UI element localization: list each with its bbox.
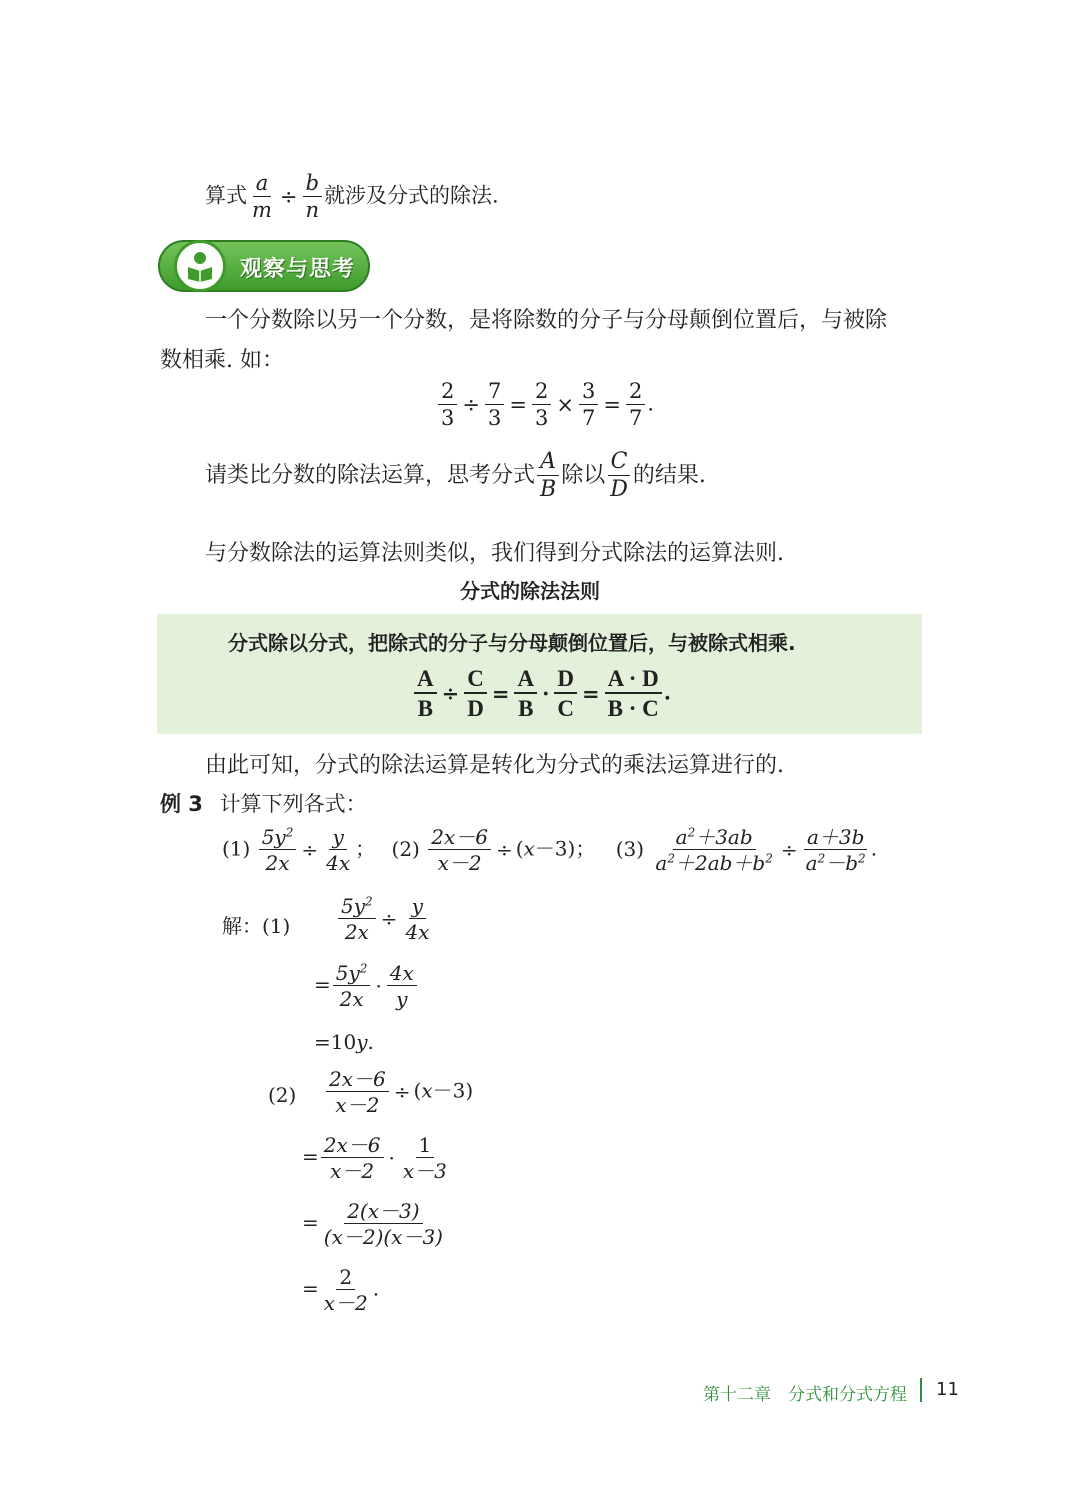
intro-prefix: 算式: [205, 183, 247, 208]
footer-divider: [920, 1378, 922, 1402]
solution2-step2: = $\frac{2x-6}{x-2}$ · $\frac{1}{x-3}$: [302, 1133, 447, 1183]
page-number: 11: [936, 1379, 959, 1400]
rule-title: 分式的除法法则: [460, 579, 600, 603]
solution1-step1: $\frac{5y^2}{2x}$ ÷ $\frac{y}{4x}$: [336, 895, 434, 943]
analogy-text: 与分数除法的运算法则类似，我们得到分式除法的运算法则.: [205, 541, 784, 566]
example-label: 例 3: [160, 792, 203, 816]
example-problems: (1) $\frac{5y^2}{2x}$ ÷ $\frac{y}{4x}$ ； (2) $\frac{2x-6}{x-2}$ ÷ (x－3)； (3) $\frac{a^2+3ab}{a^2+2ab+b^2}$ ÷ $\frac{a+3b}{a^2-b^2}$ .: [222, 825, 878, 875]
solution1-step2: = $\frac{5y^2}{2x}$ · $\frac{4x}{y}$: [314, 962, 419, 1010]
fraction-b-n: $\frac{b}{n}$: [303, 172, 323, 222]
badge-label: 观察与思考: [240, 257, 356, 282]
think-prompt: 请类比分数的除法运算，思考分式 $\frac{A}{B}$ 除以 $\frac{C}{D}$ 的结果.: [205, 449, 706, 503]
numeric-example: $\frac{2}{3}$ ÷ $\frac{7}{3}$ = $\frac{2}{3}$ × $\frac{3}{7}$ = $\frac{2}{7}$ .: [436, 380, 654, 430]
reader-icon: [174, 240, 226, 292]
conclusion-text: 由此可知，分式的除法运算是转化为分式的乘法运算进行的.: [205, 753, 784, 778]
intro-line: [205, 172, 499, 222]
divide-sign: ÷: [279, 185, 298, 210]
rule-text: 分式除以分式，把除式的分子与分母颠倒位置后，与被除式相乘.: [228, 631, 796, 655]
solution2-step1: $\frac{2x-6}{x-2}$ ÷ (x－3): [324, 1068, 473, 1116]
example-heading: [160, 788, 367, 818]
intro-suffix: 就涉及分式的除法.: [324, 183, 499, 208]
observe-line-2: 数相乘. 如：: [160, 348, 284, 373]
rule-formula: $\frac{A}{B}$ ÷ $\frac{C}{D}$ = $\frac{A}{B}$ · $\frac{D}{C}$ = $\frac{A \cdot D}{B \cdot C}$ .: [412, 666, 671, 722]
solution-label: 解：(1): [222, 914, 291, 938]
solution1-step3: =10y.: [314, 1030, 374, 1054]
solution2-step4: = $\frac{2}{x-2}$ .: [302, 1265, 380, 1315]
solution2-step3: = $\frac{2(x-3)}{(x-2)(x-3)}$: [302, 1199, 443, 1249]
observe-line-1: 一个分数除以另一个分数，是将除数的分子与分母颠倒位置后，与被除: [205, 308, 888, 333]
fraction-a-m: $\frac{a}{m}$: [252, 171, 272, 223]
observe-think-badge: [158, 240, 370, 292]
solution2-label: (2): [268, 1083, 297, 1107]
example-task: 计算下列各式：: [219, 792, 367, 816]
footer-chapter: 第十二章 分式和分式方程: [703, 1385, 907, 1405]
